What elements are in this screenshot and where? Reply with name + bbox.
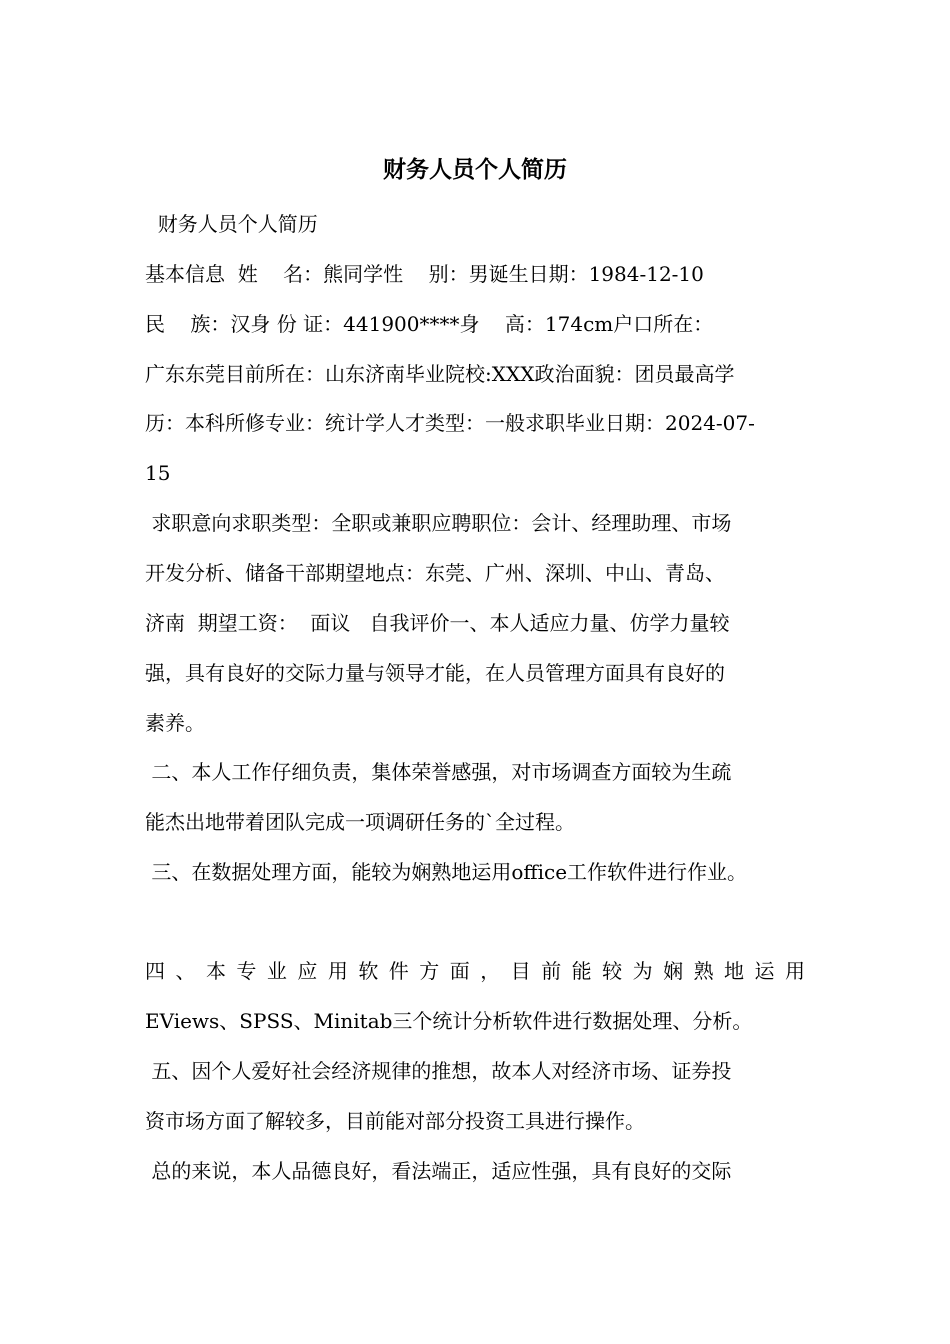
self-evaluation-line: 三、在数据处理方面，能较为娴熟地运用office工作软件进行作业。 [145,860,748,884]
self-evaluation-line: 四、本专业应用软件方面，目前能较为娴熟地运用 [145,959,805,983]
basic-info-line: 广东东莞目前所在：山东济南毕业院校:XXX政治面貌：团员最高学 [145,362,735,386]
self-evaluation-line: 强，具有良好的交际力量与领导才能，在人员管理方面具有良好的 [145,661,725,685]
self-evaluation-line: 二、本人工作仔细负责，集体荣誉感强，对市场调查方面较为生疏 [145,760,732,784]
self-evaluation-line: 素养。 [145,711,205,735]
job-intent-line: 开发分析、储备干部期望地点：东莞、广州、深圳、中山、青岛、 [145,561,725,585]
basic-info-line: 基本信息 姓 名：熊同学性 别：男诞生日期：1984-12-10 [145,262,704,286]
basic-info-line: 历：本科所修专业：统计学人才类型：一般求职毕业日期：2024-07- [145,411,755,435]
self-evaluation-line: 五、因个人爱好社会经济规律的推想，故本人对经济市场、证券投 [145,1059,732,1083]
self-evaluation-line: 济南 期望工资： 面议 自我评价一、本人适应力量、仿学力量较 [145,611,730,635]
summary-line: 总的来说，本人品德良好，看法端正，适应性强，具有良好的交际 [145,1159,732,1183]
basic-info-line: 民 族：汉身 份 证：441900****身 高：174cm户口所在： [145,312,714,336]
basic-info-line: 15 [145,461,171,485]
self-evaluation-line: 资市场方面了解较多，目前能对部分投资工具进行操作。 [145,1109,645,1133]
document-title: 财务人员个人简历 [383,156,567,183]
self-evaluation-line: 能杰出地带着团队完成一项调研任务的`全过程。 [145,810,575,834]
job-intent-line: 求职意向求职类型：全职或兼职应聘职位：会计、经理助理、市场 [145,511,732,535]
subtitle-line: 财务人员个人简历 [145,212,318,236]
self-evaluation-line: EViews、SPSS、Minitab三个统计分析软件进行数据处理、分析。 [145,1009,753,1033]
